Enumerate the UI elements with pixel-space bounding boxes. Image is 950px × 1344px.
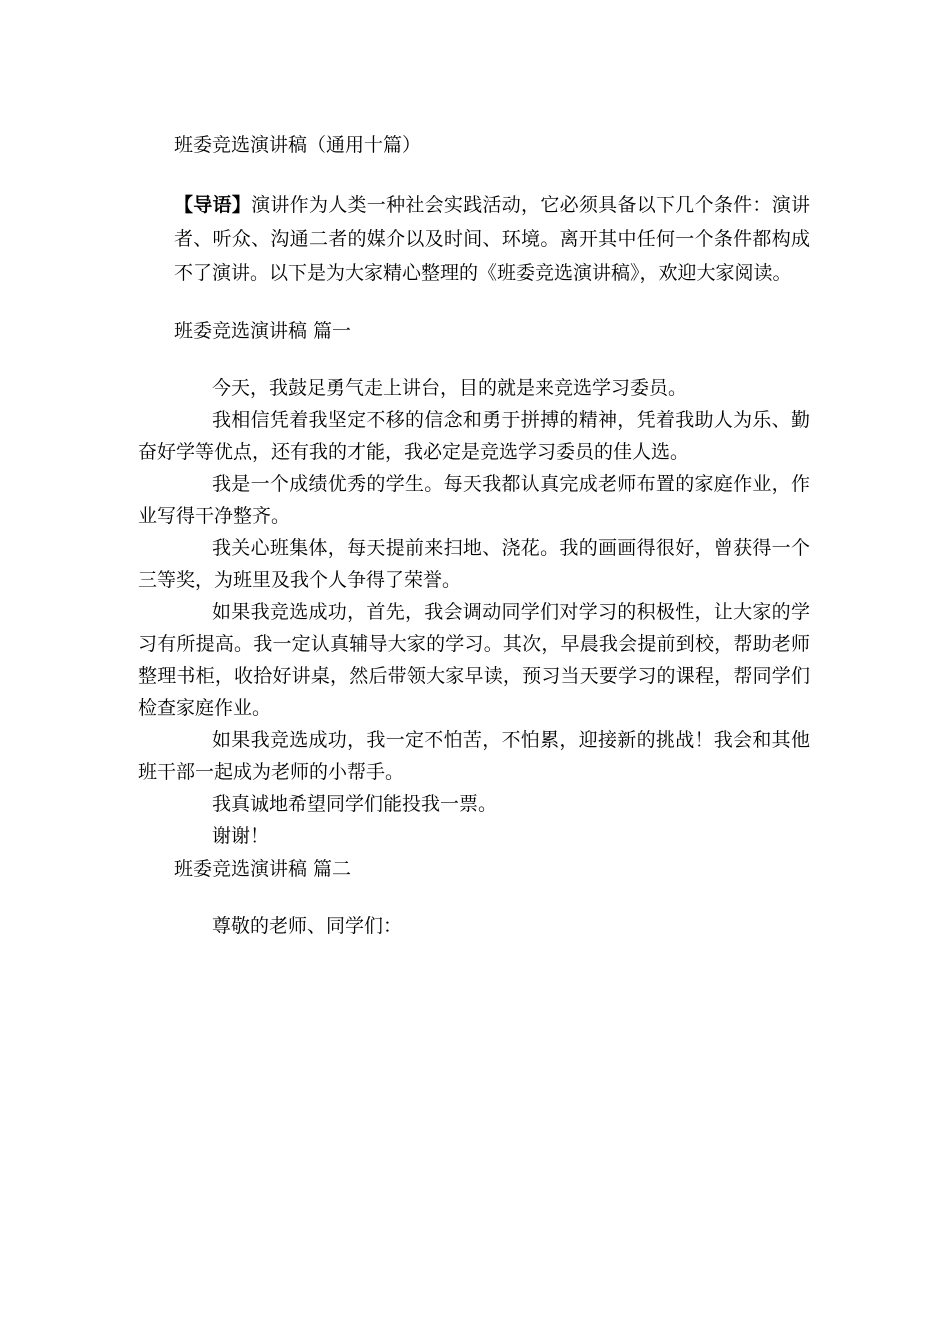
paragraph: 我相信凭着我坚定不移的信念和勇于拼搏的精神，凭着我助人为乐、勤奋好学等优点，还有我的才能，我必定是竞选学习委员的佳人选。 [138,409,810,463]
paragraph: 我关心班集体，每天提前来扫地、浇花。我的画画得很好，曾获得一个三等奖，为班里及我个人争得了荣誉。 [138,537,810,591]
paragraph: 尊敬的老师、同学们： [212,915,403,937]
paragraph: 如果我竞选成功，首先，我会调动同学们对学习的积极性，让大家的学习有所提高。我一定认真辅导大家的学习。其次，早晨我会提前到校，帮助老师整理书柜，收拾好讲桌，然后带领大家早读，预习当天要学习的课程，帮同学们检查家庭作业。 [138,601,810,719]
paragraph: 今天，我鼓足勇气走上讲台，目的就是来竞选学习委员。 [212,377,688,399]
intro-tag: 【导语】 [174,194,252,216]
paragraph: 如果我竞选成功，我一定不怕苦，不怕累，迎接新的挑战！我会和其他班干部一起成为老师的小帮手。 [138,729,810,783]
document-content [138,128,810,942]
paragraph: 我是一个成绩优秀的学生。每天我都认真完成老师布置的家庭作业，作业写得干净整齐。 [138,473,810,527]
document-title: 班委竞选演讲稿（通用十篇） [174,134,422,156]
section-heading-1: 班委竞选演讲稿 篇一 [174,320,352,342]
intro-text: 演讲作为人类一种社会实践活动，它必须具备以下几个条件：演讲者、听众、沟通二者的媒介以及时间、环境。离开其中任何一个条件都构成不了演讲。以下是为大家精心整理的《班委竞选演讲稿》，欢迎大家阅读。 [174,194,810,284]
intro-paragraph [138,188,810,290]
paragraph: 我真诚地希望同学们能投我一票。 [212,793,498,815]
paragraph: 谢谢！ [212,825,270,847]
section-heading-2: 班委竞选演讲稿 篇二 [174,858,352,880]
